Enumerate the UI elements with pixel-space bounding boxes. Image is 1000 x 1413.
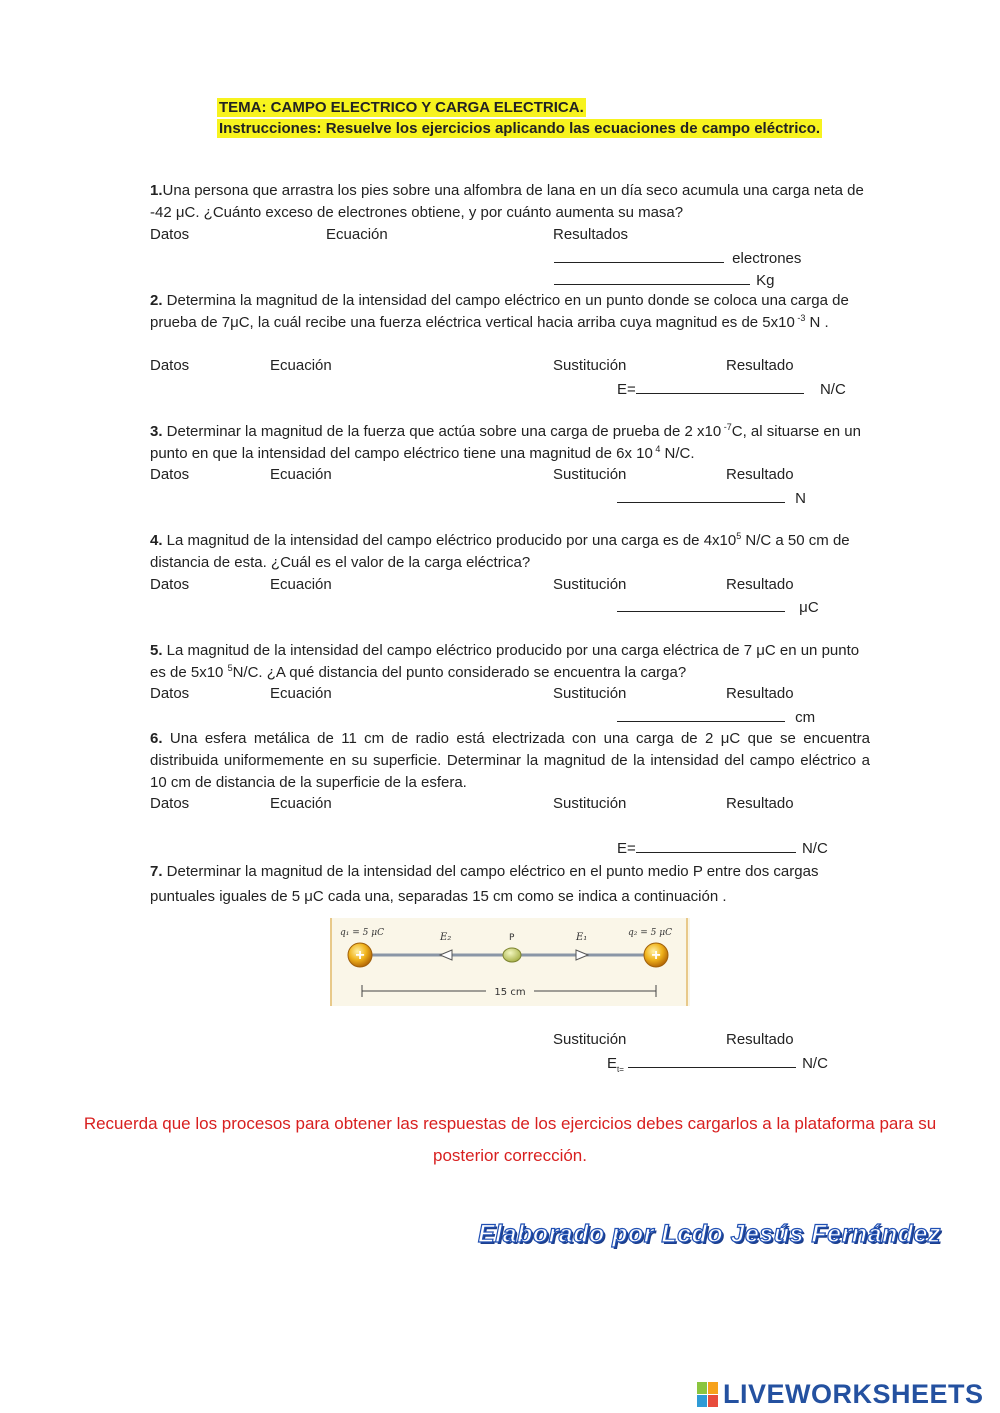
q1-electrons-unit: electrones — [732, 250, 802, 267]
question-5-body-a: La magnitud de la intensidad del campo eléctrico producido por una carga eléctrica de 7 μC en un punto es de 5x10 — [150, 642, 860, 681]
e1-label: E₁ — [576, 932, 588, 943]
q5-answer — [617, 707, 815, 726]
question-7-body: Determinar la magnitud de la intensidad del campo eléctrico en el punto medio P entre dos cargas puntuales iguales de 5 μC cada una, separadas 15 cm como se indica a continuación . — [150, 863, 819, 905]
question-1-text — [150, 180, 870, 224]
q3-resultado-label: Resultado — [726, 466, 794, 483]
q1-resultados-label: Resultados — [553, 226, 629, 243]
q3-sustitucion-label: Sustitución — [553, 466, 627, 483]
question-5-number: 5. — [150, 642, 163, 659]
q5-answer-blank[interactable] — [617, 707, 785, 722]
question-5-body-b: N/C. ¿A qué distancia del punto considerado se encuentra la carga? — [232, 664, 687, 681]
question-3-exponent-2: 4 — [652, 444, 661, 454]
distance-label: 15 cm — [494, 987, 526, 998]
q1-answer-mass — [554, 270, 775, 289]
q1-mass-blank[interactable] — [554, 270, 750, 285]
q1-ecuacion-label: Ecuación — [326, 226, 388, 243]
q2-ecuacion-label: Ecuación — [270, 357, 332, 374]
q2-unit: N/C — [819, 381, 846, 398]
q7-et-label: E — [607, 1055, 618, 1072]
q6-ecuacion-label: Ecuación — [270, 795, 332, 812]
question-4-number: 4. — [150, 532, 163, 549]
q7-resultado-label: Resultado — [726, 1031, 794, 1048]
q2-e-label: E= — [617, 381, 636, 398]
q4-datos-label: Datos — [150, 576, 190, 593]
q3-unit: N — [795, 490, 807, 507]
q7-et-subscript: t= — [617, 1065, 624, 1074]
question-2-exponent: -3 — [794, 313, 806, 323]
q7-answer-blank[interactable] — [628, 1053, 796, 1068]
q4-ecuacion-label: Ecuación — [270, 576, 332, 593]
question-2-text — [150, 290, 870, 334]
question-4-body-a: La magnitud de la intensidad del campo eléctrico producido por una carga es de 4x10 — [162, 532, 737, 549]
author-signature: Elaborado por Lcdo Jesús Fernández — [478, 1220, 941, 1248]
e2-label: E₂ — [440, 932, 452, 943]
question-2-number: 2. — [150, 292, 163, 309]
point-p-marker — [503, 948, 521, 962]
q6-datos-label: Datos — [150, 795, 190, 812]
q5-resultado-label: Resultado — [726, 685, 794, 702]
question-4-body-b: N/C a 50 cm de distancia de esta. ¿Cuál es el valor de la carga eléctrica? — [150, 532, 850, 571]
question-1-number: 1. — [150, 182, 163, 199]
q6-unit: N/C — [801, 840, 828, 857]
question-4-exponent: 5 — [736, 531, 742, 541]
question-2-body-b: N . — [805, 314, 829, 331]
question-3-body-a: Determinar la magnitud de la fuerza que actúa sobre una carga de prueba de 2 x10 — [162, 423, 722, 440]
question-4-text — [150, 530, 870, 574]
q1-electrons-blank[interactable] — [554, 248, 724, 263]
topic-title: TEMA: CAMPO ELECTRICO Y CARGA ELECTRICA. — [219, 99, 584, 116]
charges-figure — [330, 918, 690, 1006]
q1-datos-label: Datos — [150, 226, 190, 243]
figure-left-edge — [330, 918, 332, 1006]
q2-answer — [617, 379, 846, 398]
question-1-body: Una persona que arrastra los pies sobre una alfombra de lana en un día seco acumula una carga neta de -42 μC. ¿Cuánto exceso de electrones obtiene, y por cuánto aumenta su masa? — [150, 182, 864, 221]
question-3-body-b: C, al situarse en un punto en que la intensidad del campo eléctrico tiene una magnitud de 6x 10 — [150, 423, 861, 462]
q7-unit: N/C — [802, 1055, 828, 1072]
liveworksheets-logo-icon — [697, 1382, 719, 1408]
question-6-number: 6. — [150, 730, 163, 747]
question-3-text — [150, 421, 870, 465]
p-label: P — [509, 933, 515, 943]
question-3-number: 3. — [150, 423, 163, 440]
q1-plus-sign: + — [355, 947, 365, 964]
question-7-number: 7. — [150, 863, 163, 880]
q1-answer-electrons — [554, 248, 801, 267]
q1-mass-unit: Kg — [756, 272, 775, 289]
q2-datos-label: Datos — [150, 357, 190, 374]
q6-sustitucion-label: Sustitución — [553, 795, 627, 812]
q1-label: q₁ = 5 μC — [340, 928, 384, 938]
q2-resultado-label: Resultado — [726, 357, 794, 374]
question-2-body-a: Determina la magnitud de la intensidad del campo eléctrico en un punto donde se coloca una carga de prueba de 7μC, la cuál recibe una fuerza eléctrica vertical hacia arriba cuya magnitud es de 5x10 — [150, 292, 849, 331]
q4-answer-blank[interactable] — [617, 597, 785, 612]
question-3-exponent-1: -7 — [721, 422, 732, 432]
q7-answer — [607, 1053, 828, 1072]
question-6-body: Una esfera metálica de 11 cm de radio está electrizada con una carga de 2 μC que se encuentra distribuida uniformemente en su superficie. Determinar la magnitud de la intensidad del campo eléctrico a 10 cm de distancia de la superficie de la esfera. — [150, 730, 870, 791]
q3-datos-label: Datos — [150, 466, 190, 483]
q4-resultado-label: Resultado — [726, 576, 794, 593]
q5-datos-label: Datos — [150, 685, 190, 702]
q5-sustitucion-label: Sustitución — [553, 685, 627, 702]
q2-sustitucion-label: Sustitución — [553, 357, 627, 374]
liveworksheets-brand[interactable] — [697, 1378, 997, 1412]
q4-unit: μC — [799, 599, 819, 616]
q4-answer — [617, 597, 819, 616]
q3-answer-blank[interactable] — [617, 488, 785, 503]
q6-answer-blank[interactable] — [636, 838, 796, 853]
q5-ecuacion-label: Ecuación — [270, 685, 332, 702]
footer-reminder: Recuerda que los procesos para obtener las respuestas de los ejercicios debes cargarlos a la plataforma para su posterior corrección. — [83, 1114, 937, 1165]
q2-label: q₂ = 5 μC — [628, 928, 672, 938]
q4-sustitucion-label: Sustitución — [553, 576, 627, 593]
question-7-text — [150, 859, 870, 909]
q7-sustitucion-label: Sustitución — [553, 1031, 627, 1048]
q5-unit: cm — [795, 709, 816, 726]
question-6-text — [150, 728, 870, 794]
q6-answer — [617, 838, 828, 857]
worksheet-header — [217, 98, 822, 138]
charges-figure-svg — [330, 918, 690, 1006]
liveworksheets-wordmark: LIVEWORKSHEETS — [723, 1379, 984, 1409]
q2-plus-sign: + — [651, 947, 661, 964]
q6-resultado-label: Resultado — [726, 795, 794, 812]
q2-answer-blank[interactable] — [636, 379, 804, 394]
instructions: Instrucciones: Resuelve los ejercicios aplicando las ecuaciones de campo eléctrico. — [219, 120, 821, 137]
q3-ecuacion-label: Ecuación — [270, 466, 332, 483]
q3-answer — [617, 488, 806, 507]
question-5-exponent: 5 — [227, 663, 233, 673]
question-5-text — [150, 640, 870, 684]
q6-e-label: E= — [617, 840, 636, 857]
figure-right-edge — [686, 918, 688, 1006]
question-3-body-c: N/C. — [660, 445, 695, 462]
